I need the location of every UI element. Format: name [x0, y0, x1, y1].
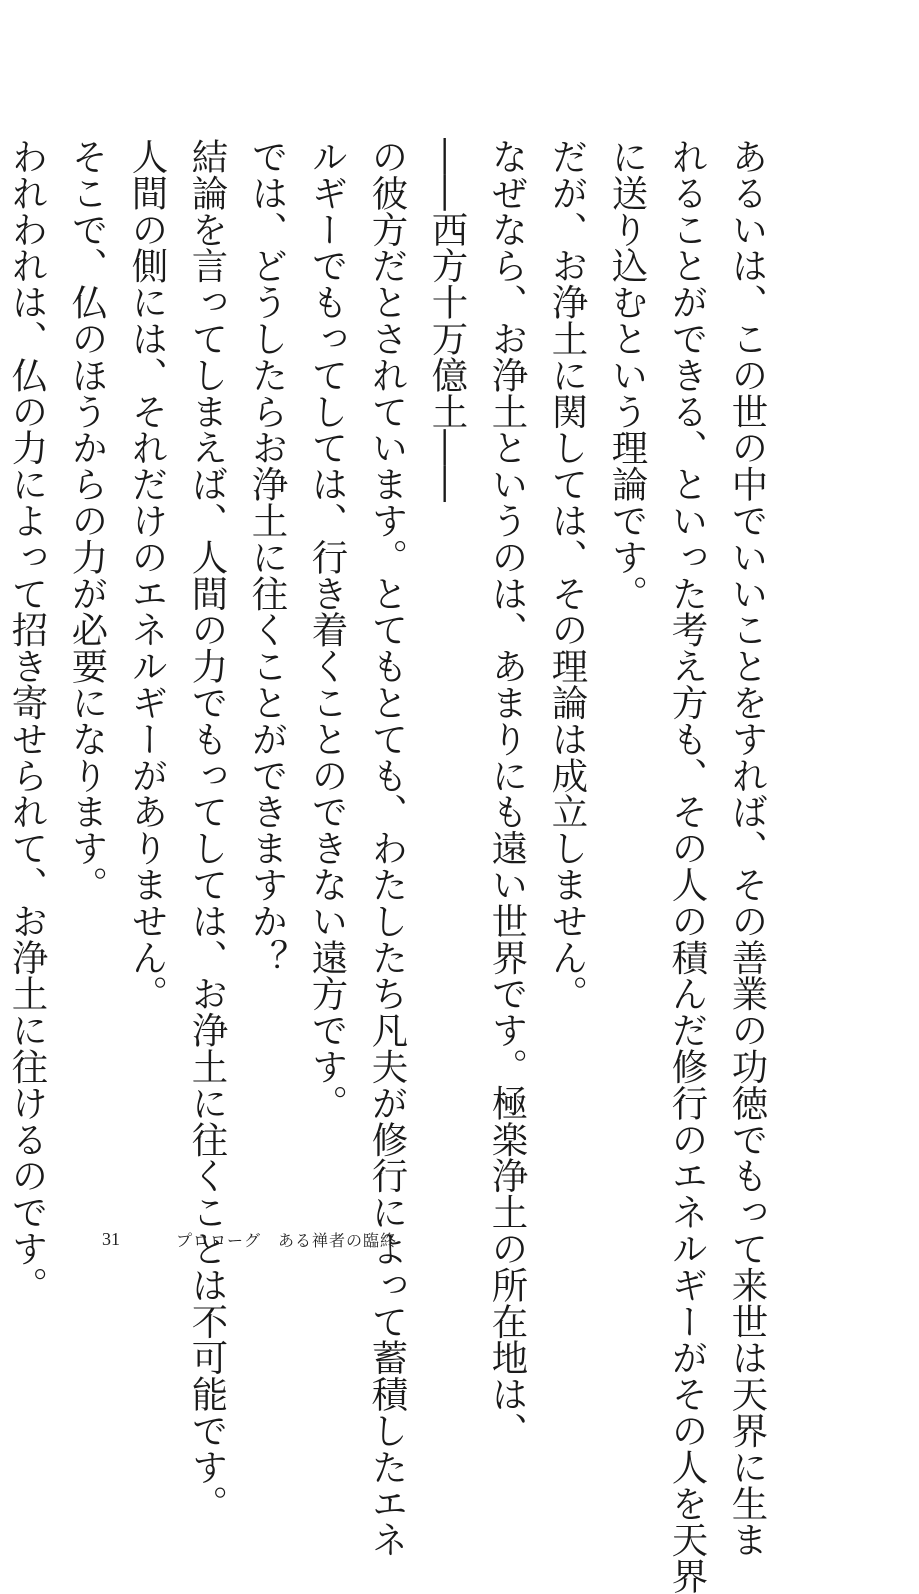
text-line: だが、お浄土に関しては、その理論は成立しません。	[546, 138, 589, 1012]
text-line: の彼方だとされています。とてもとても、わたしたち凡夫が修行によって蓄積したエネ	[366, 138, 409, 1558]
text-line: れることができる、といった考え方も、その人の積んだ修行のエネルギーがその人を天界	[666, 138, 709, 1594]
text-line: われわれは、仏の力によって招き寄せられて、お浄土に往けるのです。	[6, 138, 49, 1303]
text-line: 結論を言ってしまえば、人間の力でもってしては、お浄土に往くことは不可能です。	[186, 138, 229, 1522]
text-line: に送り込むという理論です。	[606, 138, 649, 612]
running-head: プロローグ ある禅者の臨終	[176, 1230, 398, 1250]
text-line: ルギーでもってしては、行き着くことのできない遠方です。	[306, 138, 349, 1121]
text-line: なぜなら、お浄土というのは、あまりにも遠い世界です。極楽浄土の所在地は、	[486, 138, 529, 1449]
text-line: 人間の側には、それだけのエネルギーがありません。	[126, 138, 169, 1012]
text-line: ――西方十万億土――	[426, 138, 469, 502]
page-number: 31	[102, 1228, 120, 1249]
text-line: あるいは、この世の中でいいことをすれば、その善業の功徳でもって来世は天界に生ま	[726, 138, 769, 1558]
text-line: そこで、仏のほうからの力が必要になります。	[66, 138, 109, 903]
page-footer	[102, 1226, 397, 1252]
text-line: では、どうしたらお浄土に往くことができますか？	[246, 138, 289, 976]
